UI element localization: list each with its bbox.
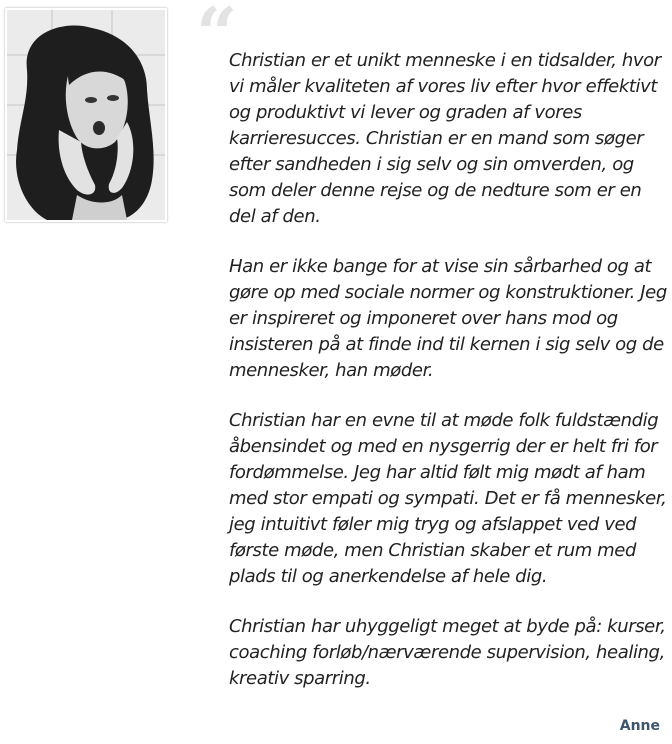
portrait-photo-icon (7, 10, 165, 220)
testimonial-author: Anne (619, 718, 660, 734)
testimonial-paragraph: Christian har uhyggeligt meget at byde på: kurser, coaching forløb/nærværende supervision, healing, kreativ sparring. (229, 616, 666, 689)
testimonial-paragraph: Christian er et unikt menneske i en tidsalder, hvor vi måler kvaliteten af vores liv efter hvor effektivt og produktivt vi lever og graden af vores karrieresucces. Christian er en mand som søger efter sandheden i sig selv og sin omverden, og som deler denne rejse og de nedture som er en del af den. (229, 50, 661, 227)
testimonial-text (229, 48, 667, 716)
testimonial-paragraph: Han er ikke bange for at vise sin sårbarhed og at gøre op med sociale normer og konstruktioner. Jeg er inspireret og imponeret over hans mod og insisteren på at finde ind til kernen i sig selv og de mennesker, han møder. (229, 256, 667, 381)
quote-mark-icon: “ (196, 0, 238, 76)
testimonial-paragraph: Christian har en evne til at møde folk fuldstændig åbensindet og med en nysgerrig der er helt fri for fordømmelse. Jeg har altid følt mig mødt af ham med stor empati og sympati. Det er få mennesker, jeg intuitivt føler mig tryg og afslappet ved ved første møde, men Christian skaber et rum med plads til og anerkendelse af hele dig. (229, 410, 667, 587)
author-photo (5, 8, 167, 222)
